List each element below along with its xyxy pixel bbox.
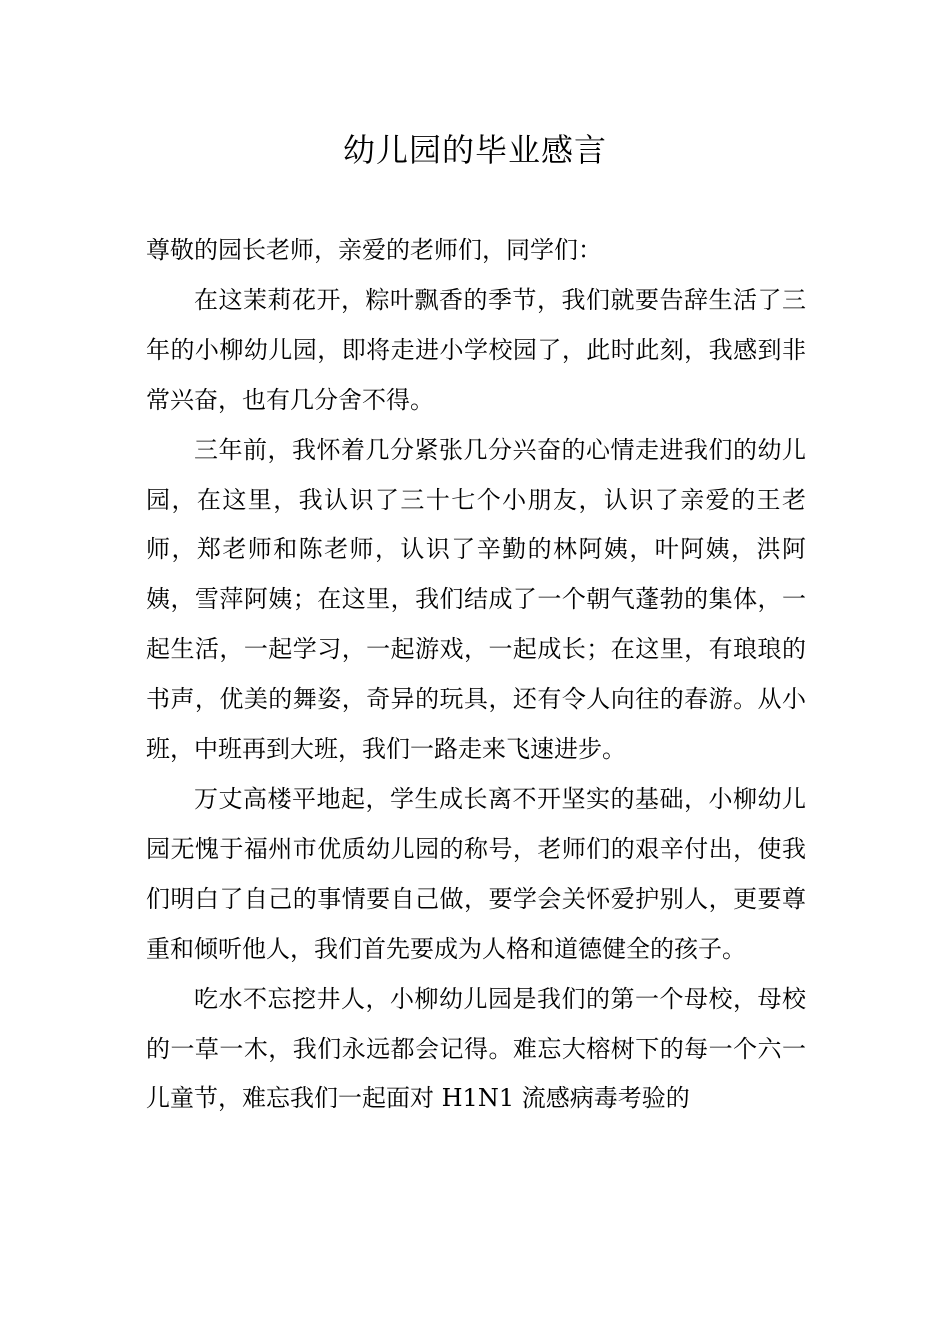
paragraph-4: 吃水不忘挖井人，小柳幼儿园是我们的第一个母校，母校的一草一木，我们永远都会记得。难忘大榕树下的每一个六一儿童节，难忘我们一起面对 H1N1 流感病毒考验的 [146,984,806,1113]
paragraph-1: 在这茉莉花开，粽叶飘香的季节，我们就要告辞生活了三年的小柳幼儿园，即将走进小学校园了，此时此刻，我感到非常兴奋，也有几分舍不得。 [146,285,806,414]
salutation: 尊敬的园长老师，亲爱的老师们，同学们： [146,236,602,264]
paragraph-2: 三年前，我怀着几分紧张几分兴奋的心情走进我们的幼儿园，在这里，我认识了三十七个小朋友，认识了亲爱的王老师，郑老师和陈老师，认识了辛勤的林阿姨，叶阿姨，洪阿姨，雪萍阿姨；在这里，我们结成了一个朝气蓬勃的集体，一起生活，一起学习，一起游戏，一起成长；在这里，有琅琅的书声，优美的舞姿，奇异的玩具，还有令人向往的春游。从小班，中班再到大班，我们一路走来飞速进步。 [146,435,806,764]
paragraph-3: 万丈高楼平地起，学生成长离不开坚实的基础，小柳幼儿园无愧于福州市优质幼儿园的称号，老师们的艰辛付出，使我们明白了自己的事情要自己做，要学会关怀爱护别人，更要尊重和倾听他人，我们首先要成为人格和道德健全的孩子。 [146,784,806,963]
document-body [146,226,806,1124]
document-title: 幼儿园的毕业感言 [342,131,607,169]
